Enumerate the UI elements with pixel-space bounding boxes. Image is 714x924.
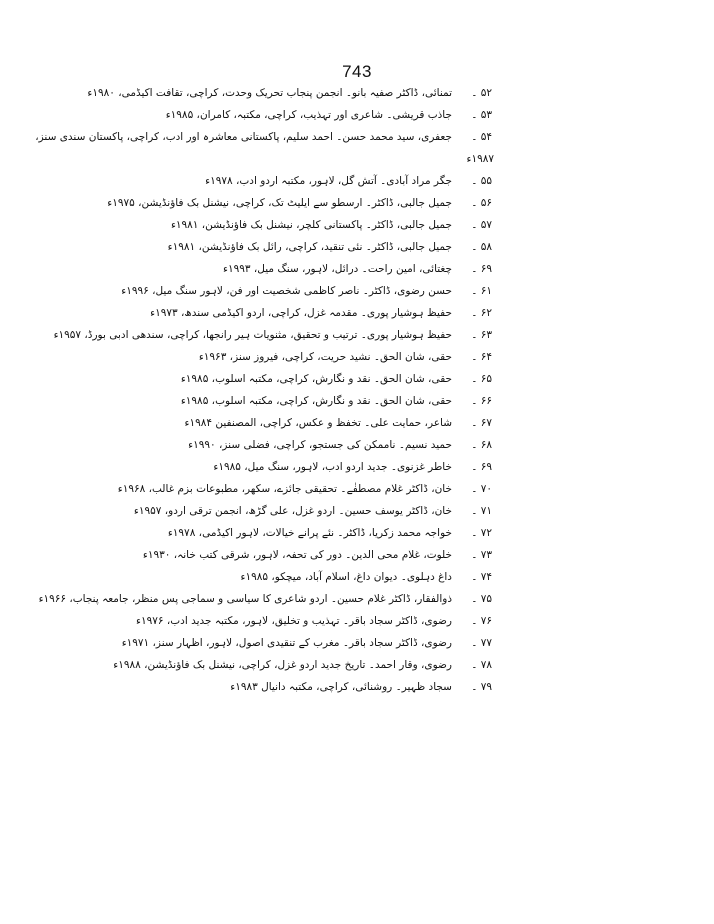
entry-number: ۶۴ ۔ bbox=[471, 351, 492, 363]
entry-number: ۵۲ ۔ bbox=[471, 87, 492, 99]
entry-text: رضوی، وقار احمد۔ تاریخ جدید اردو غزل، کراچی، نیشنل بک فاؤنڈیشن، ۱۹۸۸ء bbox=[113, 659, 452, 671]
bibliography-entry bbox=[0, 570, 714, 586]
entry-text: ذوالفقار، ڈاکٹر غلام حسین۔ اردو شاعری کا سیاسی و سماجی پس منظر، جامعہ پنجاب، ۱۹۶۶ء bbox=[38, 593, 452, 605]
entry-text: خان، ڈاکٹر غلام مصطفٰے۔ تحقیقی جائزے، سکھر، مطبوعات بزم غالب، ۱۹۶۸ء bbox=[117, 483, 452, 495]
entry-number: ۵۳ ۔ bbox=[471, 109, 492, 121]
entry-text: جمیل جالبی، ڈاکٹر۔ پاکستانی کلچر، نیشنل بک فاؤنڈیشن، ۱۹۸۱ء bbox=[170, 219, 452, 231]
bibliography-entry bbox=[0, 394, 714, 410]
bibliography-entry bbox=[0, 592, 714, 608]
bibliography-entry bbox=[0, 108, 714, 124]
entry-number: ۶۹ ۔ bbox=[471, 263, 492, 275]
bibliography-entry bbox=[0, 658, 714, 674]
entry-text: خاطر غزنوی۔ جدید اردو ادب، لاہور، سنگ میل، ۱۹۸۵ء bbox=[213, 461, 452, 473]
entry-text: جعفری، سید محمد حسن۔ احمد سلیم، پاکستانی معاشرہ اور ادب، کراچی، پاکستان سندی سنز، bbox=[35, 131, 452, 143]
bibliography-entry bbox=[0, 350, 714, 366]
entry-number: ۷۴ ۔ bbox=[471, 571, 492, 583]
entry-text: داغ دہلوی۔ دیوان داغ، اسلام آباد، میچکو، ۱۹۸۵ء bbox=[240, 571, 452, 583]
entry-text: رضوی، ڈاکٹر سجاد باقر۔ مغرب کے تنقیدی اصول، لاہور، اظہار سنز، ۱۹۷۱ء bbox=[121, 637, 452, 649]
bibliography-entry bbox=[0, 526, 714, 542]
entry-text: حمید نسیم۔ ناممکن کی جستجو، کراچی، فضلی سنز، ۱۹۹۰ء bbox=[188, 439, 452, 451]
bibliography-entry bbox=[0, 218, 714, 234]
entry-number: ۶۳ ۔ bbox=[471, 329, 492, 341]
entry-number: ۵۷ ۔ bbox=[471, 219, 492, 231]
entry-text: شاعر، حمایت علی۔ تخفظ و عکس، کراچی، المصنفین ۱۹۸۴ء bbox=[184, 417, 452, 429]
entry-text: خلوت، غلام محی الدین۔ دور کی تحفہ، لاہور، شرقی کتب خانہ، ۱۹۳۰ء bbox=[142, 549, 452, 561]
bibliography-entry bbox=[0, 548, 714, 564]
bibliography-entry bbox=[0, 416, 714, 432]
entry-number: ۷۷ ۔ bbox=[471, 637, 492, 649]
entry-text: خان، ڈاکٹر یوسف حسین۔ اردو غزل، علی گڑھ، انجمن ترقی اردو، ۱۹۵۷ء bbox=[133, 505, 452, 517]
bibliography-entry bbox=[0, 438, 714, 454]
entry-text: سجاد ظہیر۔ روشنائی، کراچی، مکتبہ دانیال ۱۹۸۳ء bbox=[230, 681, 452, 693]
bibliography-entry bbox=[0, 240, 714, 256]
bibliography-entry bbox=[0, 636, 714, 652]
bibliography-entry bbox=[0, 482, 714, 498]
entry-number: ۷۸ ۔ bbox=[471, 659, 492, 671]
bibliography-entry-continuation bbox=[0, 152, 714, 168]
entry-number: ۵۸ ۔ bbox=[471, 241, 492, 253]
entry-number: ۷۵ ۔ bbox=[471, 593, 492, 605]
entry-text: حفیظ ہوشیار پوری۔ ترتیب و تحقیق، مثنویات ہیر رانجھا، کراچی، سندھی ادبی بورڈ، ۱۹۵۷ء bbox=[53, 329, 452, 341]
entry-text: رضوی، ڈاکٹر سجاد باقر۔ تہذیب و تخلیق، لاہور، مکتبہ جدید ادب، ۱۹۷۶ء bbox=[136, 615, 452, 627]
entry-text: چغتائی، امین راحت۔ درائل، لاہور، سنگ میل، ۱۹۹۳ء bbox=[223, 263, 452, 275]
bibliography-entry bbox=[0, 174, 714, 190]
entry-text: حقی، شان الحق۔ نشید حریت، کراچی، فیروز سنز، ۱۹۶۳ء bbox=[198, 351, 452, 363]
entry-number: ۷۶ ۔ bbox=[471, 615, 492, 627]
entry-number: ۷۰ ۔ bbox=[471, 483, 492, 495]
entry-number: ۶۷ ۔ bbox=[471, 417, 492, 429]
entry-text: حقی، شان الحق۔ نقد و نگارش، کراچی، مکتبہ اسلوب، ۱۹۸۵ء bbox=[180, 395, 452, 407]
bibliography-entry bbox=[0, 372, 714, 388]
entry-text: جگر مراد آبادی۔ آتش گل، لاہور، مکتبہ اردو ادب، ۱۹۷۸ء bbox=[205, 175, 452, 187]
bibliography-entry bbox=[0, 504, 714, 520]
entry-text: جاذب قریشی۔ شاعری اور تہذیب، کراچی، مکتبہ، کامران، ۱۹۸۵ء bbox=[165, 109, 452, 121]
entry-text: خواجہ محمد زکریا، ڈاکٹر۔ نئے پرانے خیالات، لاہور اکیڈمی، ۱۹۷۸ء bbox=[167, 527, 452, 539]
entry-number: ۵۴ ۔ bbox=[471, 131, 492, 143]
bibliography-entry bbox=[0, 262, 714, 278]
entry-number: ۵۵ ۔ bbox=[471, 175, 492, 187]
entry-number: ۶۱ ۔ bbox=[471, 285, 492, 297]
entry-text: حقی، شان الحق۔ نقد و نگارش، کراچی، مکتبہ اسلوب، ۱۹۸۵ء bbox=[180, 373, 452, 385]
entry-number: ۶۹ ۔ bbox=[471, 461, 492, 473]
entry-number: ۶۸ ۔ bbox=[471, 439, 492, 451]
entry-number: ۷۲ ۔ bbox=[471, 527, 492, 539]
entry-number: ۶۵ ۔ bbox=[471, 373, 492, 385]
entry-text: تمنائی، ڈاکٹر صفیہ بانو۔ انجمن پنجاب تحریک وحدت، کراچی، تقافت اکیڈمی، ۱۹۸۰ء bbox=[87, 87, 452, 99]
bibliography-entry bbox=[0, 680, 714, 696]
bibliography-entry bbox=[0, 196, 714, 212]
entry-number: ۵۶ ۔ bbox=[471, 197, 492, 209]
entry-number: ۷۹ ۔ bbox=[471, 681, 492, 693]
entry-number: ۶۲ ۔ bbox=[471, 307, 492, 319]
bibliography-entry bbox=[0, 86, 714, 102]
bibliography-entry bbox=[0, 306, 714, 322]
entry-number: ۶۶ ۔ bbox=[471, 395, 492, 407]
entry-number: ۷۳ ۔ bbox=[471, 549, 492, 561]
entry-text: حفیظ ہوشیار پوری۔ مقدمہ غزل، کراچی، اردو اکیڈمی سندھ، ۱۹۷۳ء bbox=[150, 307, 452, 319]
bibliography-entry bbox=[0, 284, 714, 300]
entry-continuation-text: ۱۹۸۷ء bbox=[466, 153, 494, 165]
entry-text: حسن رضوی، ڈاکٹر۔ ناصر کاظمی شخصیت اور فن، لاہور سنگ میل، ۱۹۹۶ء bbox=[121, 285, 452, 297]
bibliography-entry bbox=[0, 460, 714, 476]
entry-text: جمیل جالبی، ڈاکٹر۔ نئی تنقید، کراچی، رائل بک فاؤنڈیشن، ۱۹۸۱ء bbox=[167, 241, 452, 253]
bibliography-entry bbox=[0, 130, 714, 146]
entry-text: جمیل جالبی، ڈاکٹر۔ ارسطو سے ایلیٹ تک، کراچی، نیشنل بک فاؤنڈیشن، ۱۹۷۵ء bbox=[107, 197, 452, 209]
entry-number: ۷۱ ۔ bbox=[471, 505, 492, 517]
bibliography-entry bbox=[0, 328, 714, 344]
bibliography-entry bbox=[0, 614, 714, 630]
page-number: 743 bbox=[342, 62, 372, 81]
